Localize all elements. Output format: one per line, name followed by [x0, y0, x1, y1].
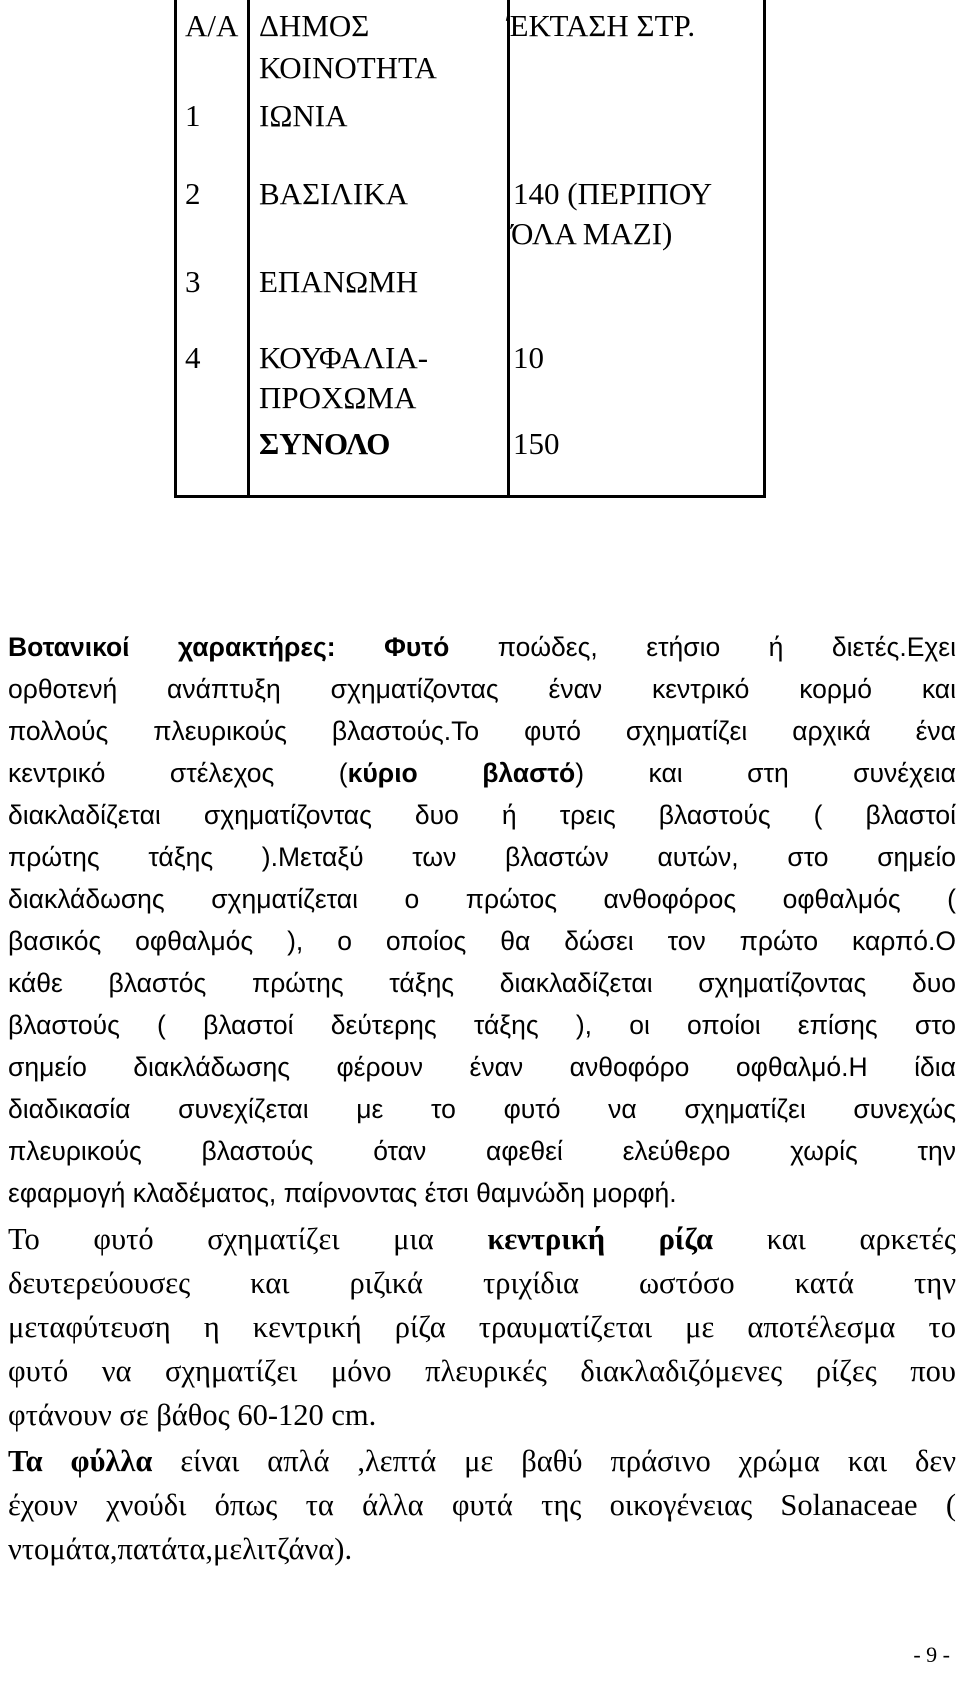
row-area: 140 (ΠΕΡΙΠΟΥ [513, 176, 713, 211]
row-name-cont: ΠΡΟΧΩΜΑ [259, 380, 417, 415]
text-line: διαδικασία συνεχίζεται με το φυτό να σχηματίζει συνεχώς [8, 1094, 956, 1124]
row-area: 10 [513, 340, 544, 375]
text-line: κάθε βλαστός πρώτης τάξης διακλαδίζεται σχηματίζοντας δυο [8, 968, 956, 998]
text-span: και αρκετές [712, 1222, 956, 1256]
term-plant: Φυτό [384, 632, 450, 662]
text-line: πλευρικούς βλαστούς όταν αφεθεί ελεύθερο χωρίς την [8, 1136, 956, 1166]
text-line: διακλαδίζεται σχηματίζοντας δυο ή τρεις βλαστούς ( βλαστοί [8, 800, 956, 830]
text-line [8, 1218, 956, 1260]
header-aa: Α/Α [185, 8, 239, 43]
header-ektasi: ΈΚΤΑΣΗ ΣΤΡ. [507, 8, 696, 43]
header-dimos: ΔΗΜΟΣ [259, 8, 370, 43]
text-span: κεντρικό στέλεχος ( [8, 758, 348, 788]
text-line: βασικός οφθαλμός ), ο οποίος θα δώσει τον πρώτο καρπό.Ο [8, 926, 956, 956]
text-line: εφαρμογή κλαδέματος, παίρνοντας έτσι θαμνώδη μορφή. [8, 1178, 677, 1208]
row-area-cont: ΌΛΑ ΜΑΖΙ) [511, 216, 673, 251]
text-line: φυτό να σχηματίζει μόνο πλευρικές διακλαδιζόμενες ρίζες που [8, 1354, 956, 1388]
text-line: πολλούς πλευρικούς βλαστούς.Το φυτό σχηματίζει αρχικά ένα [8, 716, 956, 746]
text-line: πρώτης τάξης ).Μεταξύ των βλαστών αυτών, στο σημείο [8, 842, 956, 872]
text-line [8, 626, 956, 668]
text-span: είναι απλά ,λεπτά με βαθύ πράσινο χρώμα και δεν [152, 1444, 956, 1478]
text-line [8, 752, 956, 794]
term-main-stem: κύριο βλαστό [347, 758, 576, 788]
text-span: ποώδες, ετήσιο ή διετές.Εχει [449, 632, 956, 662]
text-line: ορθοτενή ανάπτυξη σχηματίζοντας έναν κεντρικό κορμό και [8, 674, 956, 704]
total-value: 150 [513, 426, 560, 461]
page-number: - 9 - [913, 1642, 950, 1667]
text-span: Το φυτό σχηματίζει μια [8, 1222, 488, 1256]
table-divider [247, 0, 250, 495]
row-num: 4 [185, 340, 201, 375]
total-label: ΣΥΝΟΛΟ [259, 426, 391, 461]
text-line: σημείο διακλάδωσης φέρουν έναν ανθοφόρο οφθαλμό.Η ίδια [8, 1052, 956, 1082]
row-name: ΚΟΥΦΑΛΙΑ- [259, 340, 429, 375]
text-line: μεταφύτευση η κεντρική ρίζα τραυματίζεται με αποτέλεσμα το [8, 1310, 956, 1344]
text-span: ) και στη συνέχεια [575, 758, 957, 788]
row-num: 3 [185, 264, 201, 299]
text-line: ντομάτα,πατάτα,μελιτζάνα). [8, 1532, 353, 1566]
row-num: 1 [185, 98, 201, 133]
row-name: ΒΑΣΙΛΙΚΑ [259, 176, 409, 211]
term-central-root: κεντρική ρίζα [487, 1222, 713, 1256]
heading-botanical: Βοτανικοί χαρακτήρες: [8, 632, 336, 662]
table-divider [507, 0, 510, 495]
text-line: βλαστούς ( βλαστοί δεύτερης τάξης ), οι οποίοι επίσης στο [8, 1010, 956, 1040]
text-line: φτάνουν σε βάθος 60-120 cm. [8, 1398, 377, 1432]
text-line: έχουν χνούδι όπως τα άλλα φυτά της οικογένειας Solanaceae ( [8, 1488, 956, 1522]
row-num: 2 [185, 176, 201, 211]
term-leaves: Τα φύλλα [8, 1444, 153, 1478]
row-name: ΕΠΑΝΩΜΗ [259, 264, 419, 299]
row-name: ΙΩΝΙΑ [259, 98, 348, 133]
text-line [8, 1440, 956, 1482]
header-koinotita: ΚΟΙΝΟΤΗΤΑ [259, 50, 437, 85]
area-table [174, 0, 766, 498]
text-line: δευτερεύουσες και ριζικά τριχίδια ωστόσο κατά την [8, 1266, 956, 1300]
text-line: διακλάδωσης σχηματίζεται ο πρώτος ανθοφόρος οφθαλμός ( [8, 884, 956, 914]
